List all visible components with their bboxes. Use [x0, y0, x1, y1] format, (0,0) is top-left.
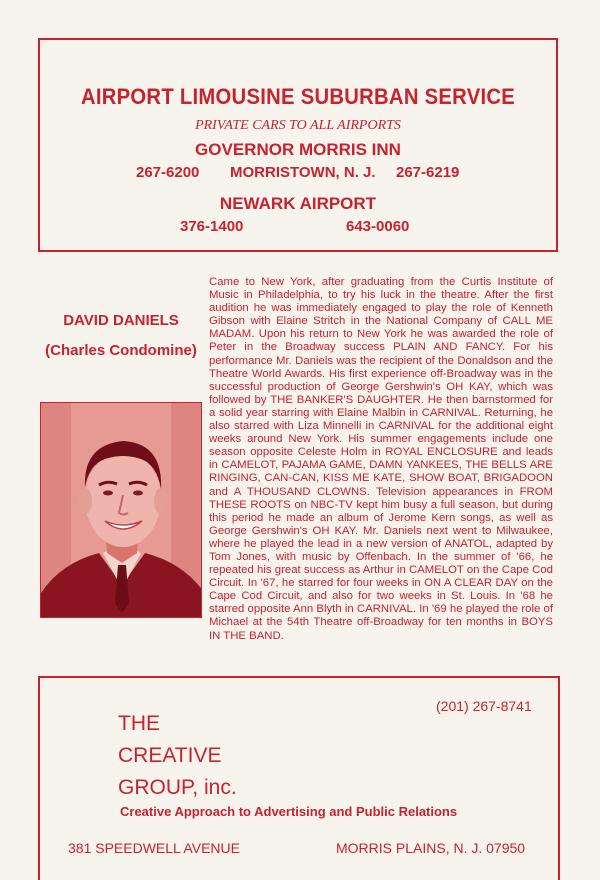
portrait-illustration	[41, 403, 202, 618]
airport-phone-left: 376-1400	[180, 218, 244, 235]
airport-phone-right: 643-0060	[346, 218, 410, 235]
location-name-inn: GOVERNOR MORRIS INN	[195, 140, 401, 159]
limousine-ad	[38, 38, 558, 252]
actor-name: DAVID DANIELS	[63, 312, 179, 329]
actor-role: (Charles Condomine)	[45, 342, 197, 359]
company-name-line3: GROUP, inc.	[118, 776, 237, 799]
company-city: MORRIS PLAINS, N. J. 07950	[336, 840, 526, 856]
company-street: 381 SPEEDWELL AVENUE	[68, 840, 240, 856]
ad-phone: (201) 267-8741	[436, 698, 532, 714]
ad-tagline: PRIVATE CARS TO ALL AIRPORTS	[195, 118, 401, 133]
company-name-line1: THE	[118, 712, 160, 735]
ad-headline: AIRPORT LIMOUSINE SUBURBAN SERVICE	[80, 84, 516, 109]
company-name-line2: CREATIVE	[118, 744, 222, 767]
creative-group-ad	[38, 676, 560, 880]
company-slogan: Creative Approach to Advertising and Public Relations	[120, 804, 458, 819]
location-name-airport: NEWARK AIRPORT	[219, 194, 377, 213]
inn-phone-left: 267-6200	[136, 164, 200, 181]
inn-phone-right: 267-6219	[396, 164, 460, 181]
actor-biography: Came to New York, after graduating from the Curtis Institute of Music in Philadelphia, to try his luck in the theatre. After the first audition he was immediately engaged to play the role of Kenneth Gibson with Elaine Stritch in the National Company of CALL ME MADAM. Upon his return to New York he was awarded the role of Peter in the Broadway success PLAIN AND FANCY. For his performance Mr. Daniels was the recipient of the Donaldson and the Theatre World Awards. His first experience off-Broadway was in the successful production of George Gershwin's OH KAY, which was followed by THE BANKER'S DAUGHTER. He then barnstormed for a solid year starring with Elaine Malbin in CARNIVAL. Returning, he also starred with Liza Minnelli in CARNIVAL for the additional eight weeks around New York. His summer engagements include one season opposite Celeste Holm in ROYAL ENCLOSURE and leads in CAMELOT, PAJAMA GAME, DAMN YANKEES, THE BELLS ARE RINGING, CAN-CAN, KISS ME KATE, SHOW BOAT, BRIGADOON and A THOUSAND CLOWNS. Television appearances in FROM THESE ROOTS on NBC-TV kept him busy a full season, but during this period he made an album of Jerome Kern songs, as well as George Gershwin's OH KAY. Mr. Daniels next went to Milwaukee, where he played the lead in a new version of ANATOL, adapted by Tom Jones, with music by Offenbach. In the summer of '66, he repeated his great success as Arthur in CAMELOT on the Cape Cod Circuit. In '67, he starred for four weeks in ON A CLEAR DAY on the Cape Cod Circuit, and also for two weeks in St. Louis. In '68 he starred opposite Ann Blyth in CARNIVAL. In '69 he played the role of Michael at the 54th Theatre off-Broadway for ten months in BOYS IN THE BAND.	[209, 276, 553, 642]
inn-town: MORRISTOWN, N. J.	[230, 164, 376, 181]
actor-portrait	[40, 402, 202, 618]
